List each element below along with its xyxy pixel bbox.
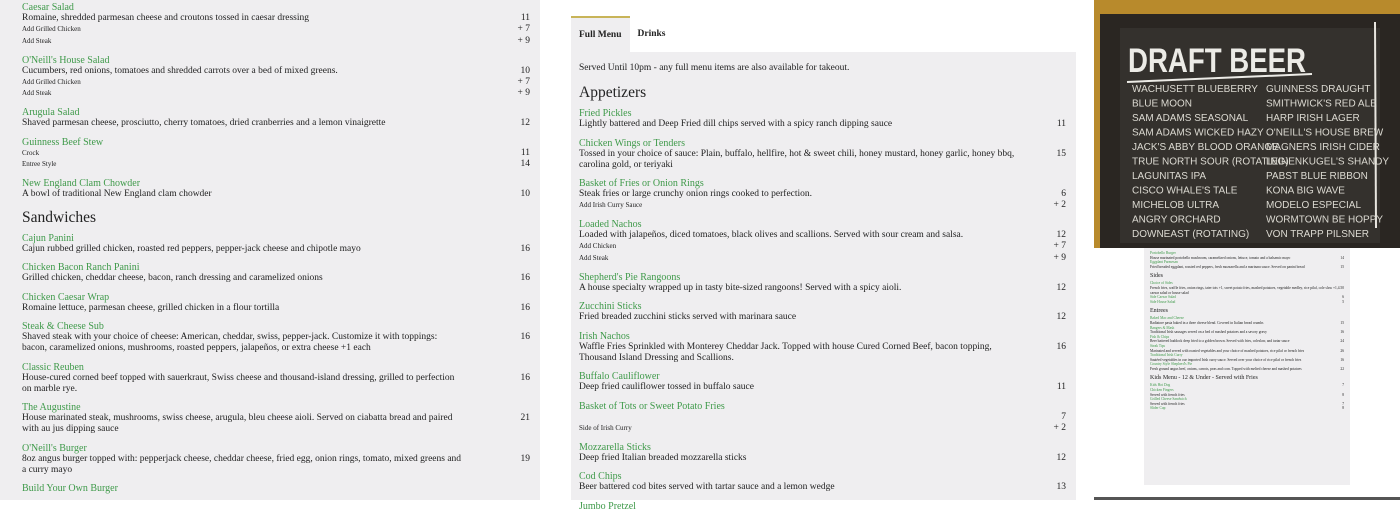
menu-addon <box>22 24 530 36</box>
menu-item <box>22 443 530 476</box>
thumbnail-row <box>1150 272 1344 281</box>
menu-item-price: 11 <box>520 13 530 23</box>
menu-item-price: 16 <box>520 243 530 254</box>
menu-item-description: Fried breaded zucchini sticks served with marinara sauce <box>579 312 797 322</box>
menu-addon <box>22 88 530 100</box>
beer-name: MICHELOB ULTRA <box>1132 200 1220 211</box>
thumbnail-price: 4.50 <box>1337 285 1344 290</box>
menu-item-description: House-cured corned beef topped with sauerkraut, Swiss cheese and thousand-island dressing, grilled to perfection on marble rye. <box>22 372 455 394</box>
menu-item-name[interactable]: Mozzarella Sticks <box>579 441 651 453</box>
thumbnail-price: 6 <box>1342 295 1344 300</box>
menu-addon <box>579 241 1066 253</box>
addon-label: Side of Irish Curry <box>579 423 632 432</box>
menu-item-row <box>579 312 1066 323</box>
beer-name: WACHUSETT BLUEBERRY <box>1132 84 1258 95</box>
beer-name: LEINENKUGEL'S SHANDY <box>1266 156 1390 168</box>
menu-addon <box>22 148 530 160</box>
menu-item <box>22 178 530 200</box>
thumbnail-price: 8 <box>1342 406 1344 411</box>
menu-item-description: Cajun rubbed grilled chicken, roasted red peppers, pepper-jack cheese and chipotle mayo <box>22 243 361 254</box>
divider <box>1094 497 1400 500</box>
menu-item <box>579 178 1066 212</box>
menu-item <box>579 442 1066 464</box>
menu-item-description: A bowl of traditional New England clam chowder <box>22 189 212 199</box>
menu-item <box>579 138 1066 171</box>
thumbnail-text: Fresh ground angus beef, onions, carrots, peas and corn. Topped with melted cheese and mashed potatoes <box>1150 366 1302 371</box>
beer-name: SAM ADAMS SEASONAL <box>1132 113 1249 124</box>
thumbnail-text: Fish & Chips <box>1150 334 1170 339</box>
thumbnail-text: Grilled Cheese Sandwich <box>1150 397 1187 402</box>
menu-item <box>22 55 530 100</box>
thumbnail-text: Eggplant Parmesan <box>1150 260 1178 265</box>
menu-item <box>22 483 530 494</box>
thumbnail-price: 14 <box>1340 255 1344 260</box>
menu-item-row <box>579 382 1066 393</box>
thumbnail-text: Radiatore pasta baked in a three cheese blend. Covered in Italian bread crumbs <box>1150 320 1264 325</box>
full-menu-content <box>571 52 1076 512</box>
menu-item <box>22 292 530 314</box>
menu-item-price: 16 <box>520 332 530 342</box>
menu-item-name[interactable]: Irish Nachos <box>579 330 630 342</box>
beer-name: HARP IRISH LAGER <box>1266 113 1360 124</box>
menu-tabs <box>571 16 1076 52</box>
menu-item <box>22 2 530 47</box>
menu-item-row <box>22 332 530 354</box>
menu-item-description: Cucumbers, red onions, tomatoes and shredded carrots over a bed of mixed greens. <box>22 65 338 76</box>
section-heading: Appetizers <box>579 84 647 101</box>
menu-item-description: Waffle Fries Sprinkled with Monterey Cheddar Jack. Topped with house Cured Corned Beef, bacon topping, Thousand Island Dressing and Scallions. <box>579 341 992 363</box>
addon-label: Add Grilled Chicken <box>22 77 81 86</box>
menu-item-description: Lightly battered and Deep Fried dill chips served with a spicy ranch dipping sauce <box>579 119 893 129</box>
menu-item-name[interactable]: Cajun Panini <box>22 232 74 244</box>
menu-item <box>579 272 1066 294</box>
menu-item-price: 15 <box>1056 148 1066 159</box>
menu-item-price: 11 <box>1056 382 1066 392</box>
service-note: Served Until 10pm - any full menu items are also available for takeout. <box>579 63 850 73</box>
menu-item-description: Romaine, shredded parmesan cheese and croutons tossed in caesar dressing <box>22 13 310 23</box>
thumbnail-row <box>1150 300 1344 305</box>
menu-item-name[interactable]: Chicken Bacon Ranch Panini <box>22 262 140 273</box>
menu-item <box>22 262 530 284</box>
beer-name: DOWNEAST (ROTATING) <box>1132 229 1250 240</box>
thumbnail-text: Kids Hot Dog <box>1150 383 1171 388</box>
beer-name: TRUE NORTH SOUR (ROTATING) <box>1132 156 1289 168</box>
menu-item-row <box>579 482 1066 493</box>
beer-name: ANGRY ORCHARD <box>1132 214 1221 226</box>
menu-item-description: Romaine lettuce, parmesan cheese, grilled chicken in a flour tortilla <box>22 302 280 313</box>
beer-name: WORMTOWN BE HOPPY <box>1266 214 1384 226</box>
beer-name: BLUE MOON <box>1132 98 1193 110</box>
thumbnail-price: 26 <box>1340 348 1344 353</box>
menu-item-row <box>22 413 530 435</box>
menu-item-name[interactable]: O'Neill's House Salad <box>22 54 110 66</box>
thumbnail-text: Side Caesar Salad <box>1150 295 1176 300</box>
thumbnail-text: Traditional Irish Curry <box>1150 353 1183 358</box>
thumbnail-text: Baked Mac and Cheese <box>1150 316 1184 321</box>
addon-price: + 7 <box>517 76 530 87</box>
beer-name: SMITHWICK'S RED ALE <box>1266 98 1377 110</box>
thumbnail-price: 7 <box>1342 401 1344 406</box>
menu-item-description: Deep fried cauliflower tossed in buffalo sauce <box>579 382 754 392</box>
menu-item-name[interactable]: Classic Reuben <box>22 361 84 373</box>
menu-item-price: 21 <box>520 413 530 423</box>
menu-item-price: 12 <box>1056 282 1066 293</box>
beer-name: GUINNESS DRAUGHT <box>1266 84 1371 95</box>
addon-price: + 7 <box>517 24 530 34</box>
menu-item-description: Tossed in your choice of sauce: Plain, buffalo, hellfire, hot & sweet chili, honey mustard, honey garlic, honey bbq, carolina gold, or teriyaki <box>579 148 1015 170</box>
menu-item-description: Deep fried Italian breaded mozzarella sticks <box>579 452 747 463</box>
menu-item-row <box>579 412 1066 423</box>
menu-item-price: 16 <box>520 273 530 283</box>
thumbnail-row <box>1150 374 1344 383</box>
thumbnail-text: Bangers & Mash <box>1150 325 1175 330</box>
menu-addon <box>579 253 1066 265</box>
thumbnail-text: Portobello Burger <box>1150 251 1176 255</box>
thumbnail-text: Kids Menu - 12 & Under - Served with Fries <box>1150 375 1258 382</box>
menu-addon <box>22 159 530 171</box>
menu-item-name[interactable]: O'Neill's Burger <box>22 442 87 454</box>
menu-item-name[interactable]: Chicken Caesar Wrap <box>22 291 110 303</box>
beer-name: MODELO ESPECIAL <box>1266 200 1362 211</box>
menu-item-name[interactable]: Basket of Tots or Sweet Potato Fries <box>579 400 725 412</box>
addon-label: Add Irish Curry Sauce <box>579 201 643 209</box>
thumbnail-text: Side House Salad <box>1150 299 1176 304</box>
addon-label: Add Grilled Chicken <box>22 25 81 33</box>
menu-item-price: 11 <box>1056 119 1066 129</box>
menu-addon <box>22 36 530 48</box>
tab-full-menu[interactable]: Full Menu <box>571 16 630 52</box>
addon-label: Crock <box>22 148 40 157</box>
thumbnail-row <box>1150 307 1344 316</box>
thumbnail-text: Beer battered haddock deep fried to a golden brown. Served with fries, coleslaw, and tartar sauce <box>1150 339 1290 344</box>
menu-item-price: 16 <box>520 372 530 383</box>
menu-item-description: Grilled chicken, cheddar cheese, bacon, ranch dressing and caramelized onions <box>22 273 323 283</box>
menu-addon <box>22 77 530 89</box>
thumbnail-price: 7 <box>1342 383 1344 388</box>
beer-name: MAGNERS IRISH CIDER <box>1266 142 1380 153</box>
thumbnail-text: Sautéed vegetables in our imported Irish curry sauce. Served over your choice of rice pilaf or french fries <box>1150 357 1302 362</box>
chalkboard-image <box>1094 0 1400 248</box>
thumbnail-text: Served with french fries <box>1150 392 1185 397</box>
menu-item-row <box>22 454 530 476</box>
menu-item-price: 12 <box>1056 230 1066 240</box>
menu-item <box>579 501 1066 512</box>
menu-item <box>579 371 1066 393</box>
menu-panel-left <box>0 0 540 500</box>
thumbnail-price: 8 <box>1342 392 1344 397</box>
thumbnail-text: Country Style Shepherd's Pie <box>1150 362 1193 367</box>
menu-item <box>579 401 1066 435</box>
menu-item <box>579 219 1066 264</box>
menu-item-row <box>22 189 530 200</box>
menu-item <box>22 321 530 354</box>
menu-item-description: Shaved parmesan cheese, prosciutto, cherry tomatoes, dried cranberries and a lemon vinaigrette <box>22 118 386 128</box>
menu-item-name[interactable]: Fried Pickles <box>579 108 632 119</box>
menu-item-row <box>579 342 1066 364</box>
menu-item-price: 16 <box>1056 341 1066 352</box>
menu-item-description: Steak fries or large crunchy onion rings cooked to perfection. <box>579 189 813 199</box>
menu-item <box>22 137 530 171</box>
section-heading: Sandwiches <box>22 208 97 226</box>
menu-item-price: 13 <box>1056 482 1066 492</box>
menu-item-row <box>22 244 530 255</box>
menu-item-price: 19 <box>520 453 530 464</box>
menu-item <box>22 233 530 255</box>
menu-item-name[interactable]: The Augustine <box>22 402 81 413</box>
addon-price: + 2 <box>1053 422 1066 433</box>
menu-item <box>22 362 530 395</box>
thumbnail-row <box>1150 406 1344 411</box>
addon-price: + 2 <box>1053 200 1066 210</box>
menu-item-row <box>22 118 530 129</box>
beer-name: PABST BLUE RIBBON <box>1266 171 1368 182</box>
menu-item-name[interactable]: Shepherd's Pie Rangoons <box>579 271 681 283</box>
addon-price: + 7 <box>1053 241 1066 251</box>
beer-name: KONA BIG WAVE <box>1266 185 1345 197</box>
menu-item-name[interactable]: Build Your Own Burger <box>22 483 118 494</box>
menu-item-description: Loaded with jalapeños, diced tomatoes, black olives and scallions. Served with sour cream and salsa. <box>579 230 964 240</box>
menu-item-name[interactable]: New England Clam Chowder <box>22 178 141 189</box>
menu-item <box>579 331 1066 364</box>
menu-item-row <box>579 119 1066 130</box>
menu-item-description: A house specialty wrapped up in tasty bite-sized rangoons! Served with a spicy aioli. <box>579 282 902 293</box>
menu-item-description: 8oz angus burger topped with: pepperjack cheese, cheddar cheese, fried egg, onion rings, tomato, mixed greens and a curry mayo <box>22 453 462 475</box>
thumbnail-price: 5 <box>1342 299 1344 304</box>
thumbnail-text: Sides <box>1150 273 1164 280</box>
addon-label: Add Steak <box>22 36 52 45</box>
menu-item-name[interactable]: Guinness Beef Stew <box>22 136 104 148</box>
menu-item-name[interactable]: Buffalo Cauliflower <box>579 371 660 382</box>
thumbnail-text: Fried breaded eggplant, roasted red peppers, fresh mozzarella and a marinara sauce. Served on panini bread <box>1150 264 1305 269</box>
menu-item <box>22 107 530 129</box>
beer-name: SAM ADAMS WICKED HAZY <box>1132 127 1264 139</box>
addon-price: + 9 <box>517 88 530 98</box>
menu-item-price: 7 <box>1061 411 1066 422</box>
addon-label: Entree Style <box>22 160 57 168</box>
menu-item <box>579 471 1066 493</box>
menu-addon <box>579 200 1066 212</box>
thumbnail-text: Traditional Irish sausages served on a bed of mashed potatoes and a savory gravy <box>1150 330 1267 335</box>
menu-item-description: House marinated steak, mushrooms, swiss cheese, arugula, bleu cheese aioli. Served on ciabatta bread and paired with au jus dipping sauce <box>22 413 453 434</box>
menu-item-description: Beer battered cod bites served with tartar sauce and a lemon wedge <box>579 482 835 492</box>
thumbnail-price: 24 <box>1340 339 1344 344</box>
tab-drinks[interactable]: Drinks <box>637 29 666 39</box>
menu-item <box>22 402 530 435</box>
menu-item-name[interactable]: Arugula Salad <box>22 107 80 118</box>
menu-item-name[interactable]: Caesar Salad <box>22 2 74 13</box>
addon-price: 14 <box>520 159 530 169</box>
menu-item-price: 16 <box>520 302 530 313</box>
thumbnail-price: 22 <box>1340 366 1344 371</box>
thumbnail-price: 16 <box>1340 357 1344 362</box>
menu-item-row <box>579 149 1066 171</box>
menu-panel-main <box>571 16 1076 512</box>
thumbnail-price: 16 <box>1340 330 1344 335</box>
menu-item-price: 12 <box>520 118 530 128</box>
addon-price: 11 <box>520 147 530 158</box>
draft-beer-chalkboard-photo <box>1094 0 1400 248</box>
thumbnail-row <box>1150 265 1344 270</box>
thumbnail-text: French fries, waffle fries, onion rings, tater tots +1, sweet potato fries, mashed potatoes, vegetable medley, rice pilaf, cole slaw +1, caesar salad or house salad <box>1150 285 1338 295</box>
menu-item-row <box>22 13 530 24</box>
thumbnail-row <box>1150 367 1344 372</box>
menu-addon <box>579 423 1066 435</box>
menu-item-name[interactable]: Basket of Fries or Onion Rings <box>579 178 704 189</box>
thumbnail-text: House marinated portobello mushroom, caramelized onions, lettuce, tomato and a balsamic mayo <box>1150 255 1291 260</box>
thumbnail-price: 15 <box>1340 264 1344 269</box>
addon-label: Add Steak <box>579 253 609 262</box>
thumbnail-text: Steak Tips <box>1150 343 1166 348</box>
menu-item-price: 12 <box>1056 312 1066 322</box>
beer-name: LAGUNITAS IPA <box>1132 171 1207 182</box>
addon-price: + 9 <box>1053 252 1066 263</box>
thumbnail-price: 15 <box>1340 320 1344 325</box>
menu-item-price: 12 <box>1056 452 1066 463</box>
menu-thumbnail <box>1144 248 1350 485</box>
menu-item-name[interactable]: Chicken Wings or Tenders <box>579 137 686 149</box>
beer-name: JACK'S ABBY BLOOD ORANGE <box>1132 142 1279 153</box>
menu-item-row <box>22 303 530 314</box>
chalkboard-title: DRAFT BEER <box>1128 42 1306 80</box>
menu-item-price: 10 <box>520 189 530 199</box>
menu-item-row <box>22 273 530 284</box>
menu-item-name[interactable]: Jumbo Pretzel <box>579 500 636 512</box>
menu-item <box>579 108 1066 130</box>
thumbnail-row <box>1150 286 1344 295</box>
menu-item-name[interactable]: Cod Chips <box>579 471 622 482</box>
menu-item-row <box>22 66 530 77</box>
menu-item-row <box>579 453 1066 464</box>
thumbnail-text: Chicken Fingers <box>1150 388 1174 393</box>
menu-item-description: Shaved steak with your choice of cheese: American, cheddar, swiss, pepper-jack. Customize it with toppings: bacon, caramelized onions, mushrooms, roasted peppers, jalapeños, or extra cheese +1 each <box>22 332 438 353</box>
menu-item-row <box>579 283 1066 294</box>
thumbnail-text: Entrees <box>1150 308 1168 315</box>
addon-label: Add Steak <box>22 89 52 97</box>
thumbnail-text: Served with french fries <box>1150 401 1185 406</box>
thumbnail-text: Choice of Sides <box>1150 281 1173 286</box>
addon-price: + 9 <box>517 35 530 46</box>
menu-item-name[interactable]: Zucchini Sticks <box>579 301 642 312</box>
menu-item-row <box>22 373 530 395</box>
thumbnail-text: Slider Cup <box>1150 406 1166 411</box>
beer-name: VON TRAPP PILSNER <box>1266 229 1369 240</box>
menu-item-price: 10 <box>520 65 530 76</box>
menu-item <box>579 301 1066 323</box>
beer-name: O'NEILL'S HOUSE BREW <box>1266 127 1384 139</box>
menu-item-name[interactable]: Steak & Cheese Sub <box>22 321 104 332</box>
menu-item-price: 6 <box>1061 189 1066 199</box>
menu-item-row <box>579 230 1066 241</box>
beer-name: CISCO WHALE'S TALE <box>1132 185 1238 197</box>
menu-item-name[interactable]: Loaded Nachos <box>579 219 642 230</box>
addon-label: Add Chicken <box>579 242 617 250</box>
menu-item-row <box>579 189 1066 200</box>
thumbnail-text: Marinated and served with roasted vegetables and your choice of mashed potatoes, rice pilaf or french fries <box>1150 348 1305 353</box>
